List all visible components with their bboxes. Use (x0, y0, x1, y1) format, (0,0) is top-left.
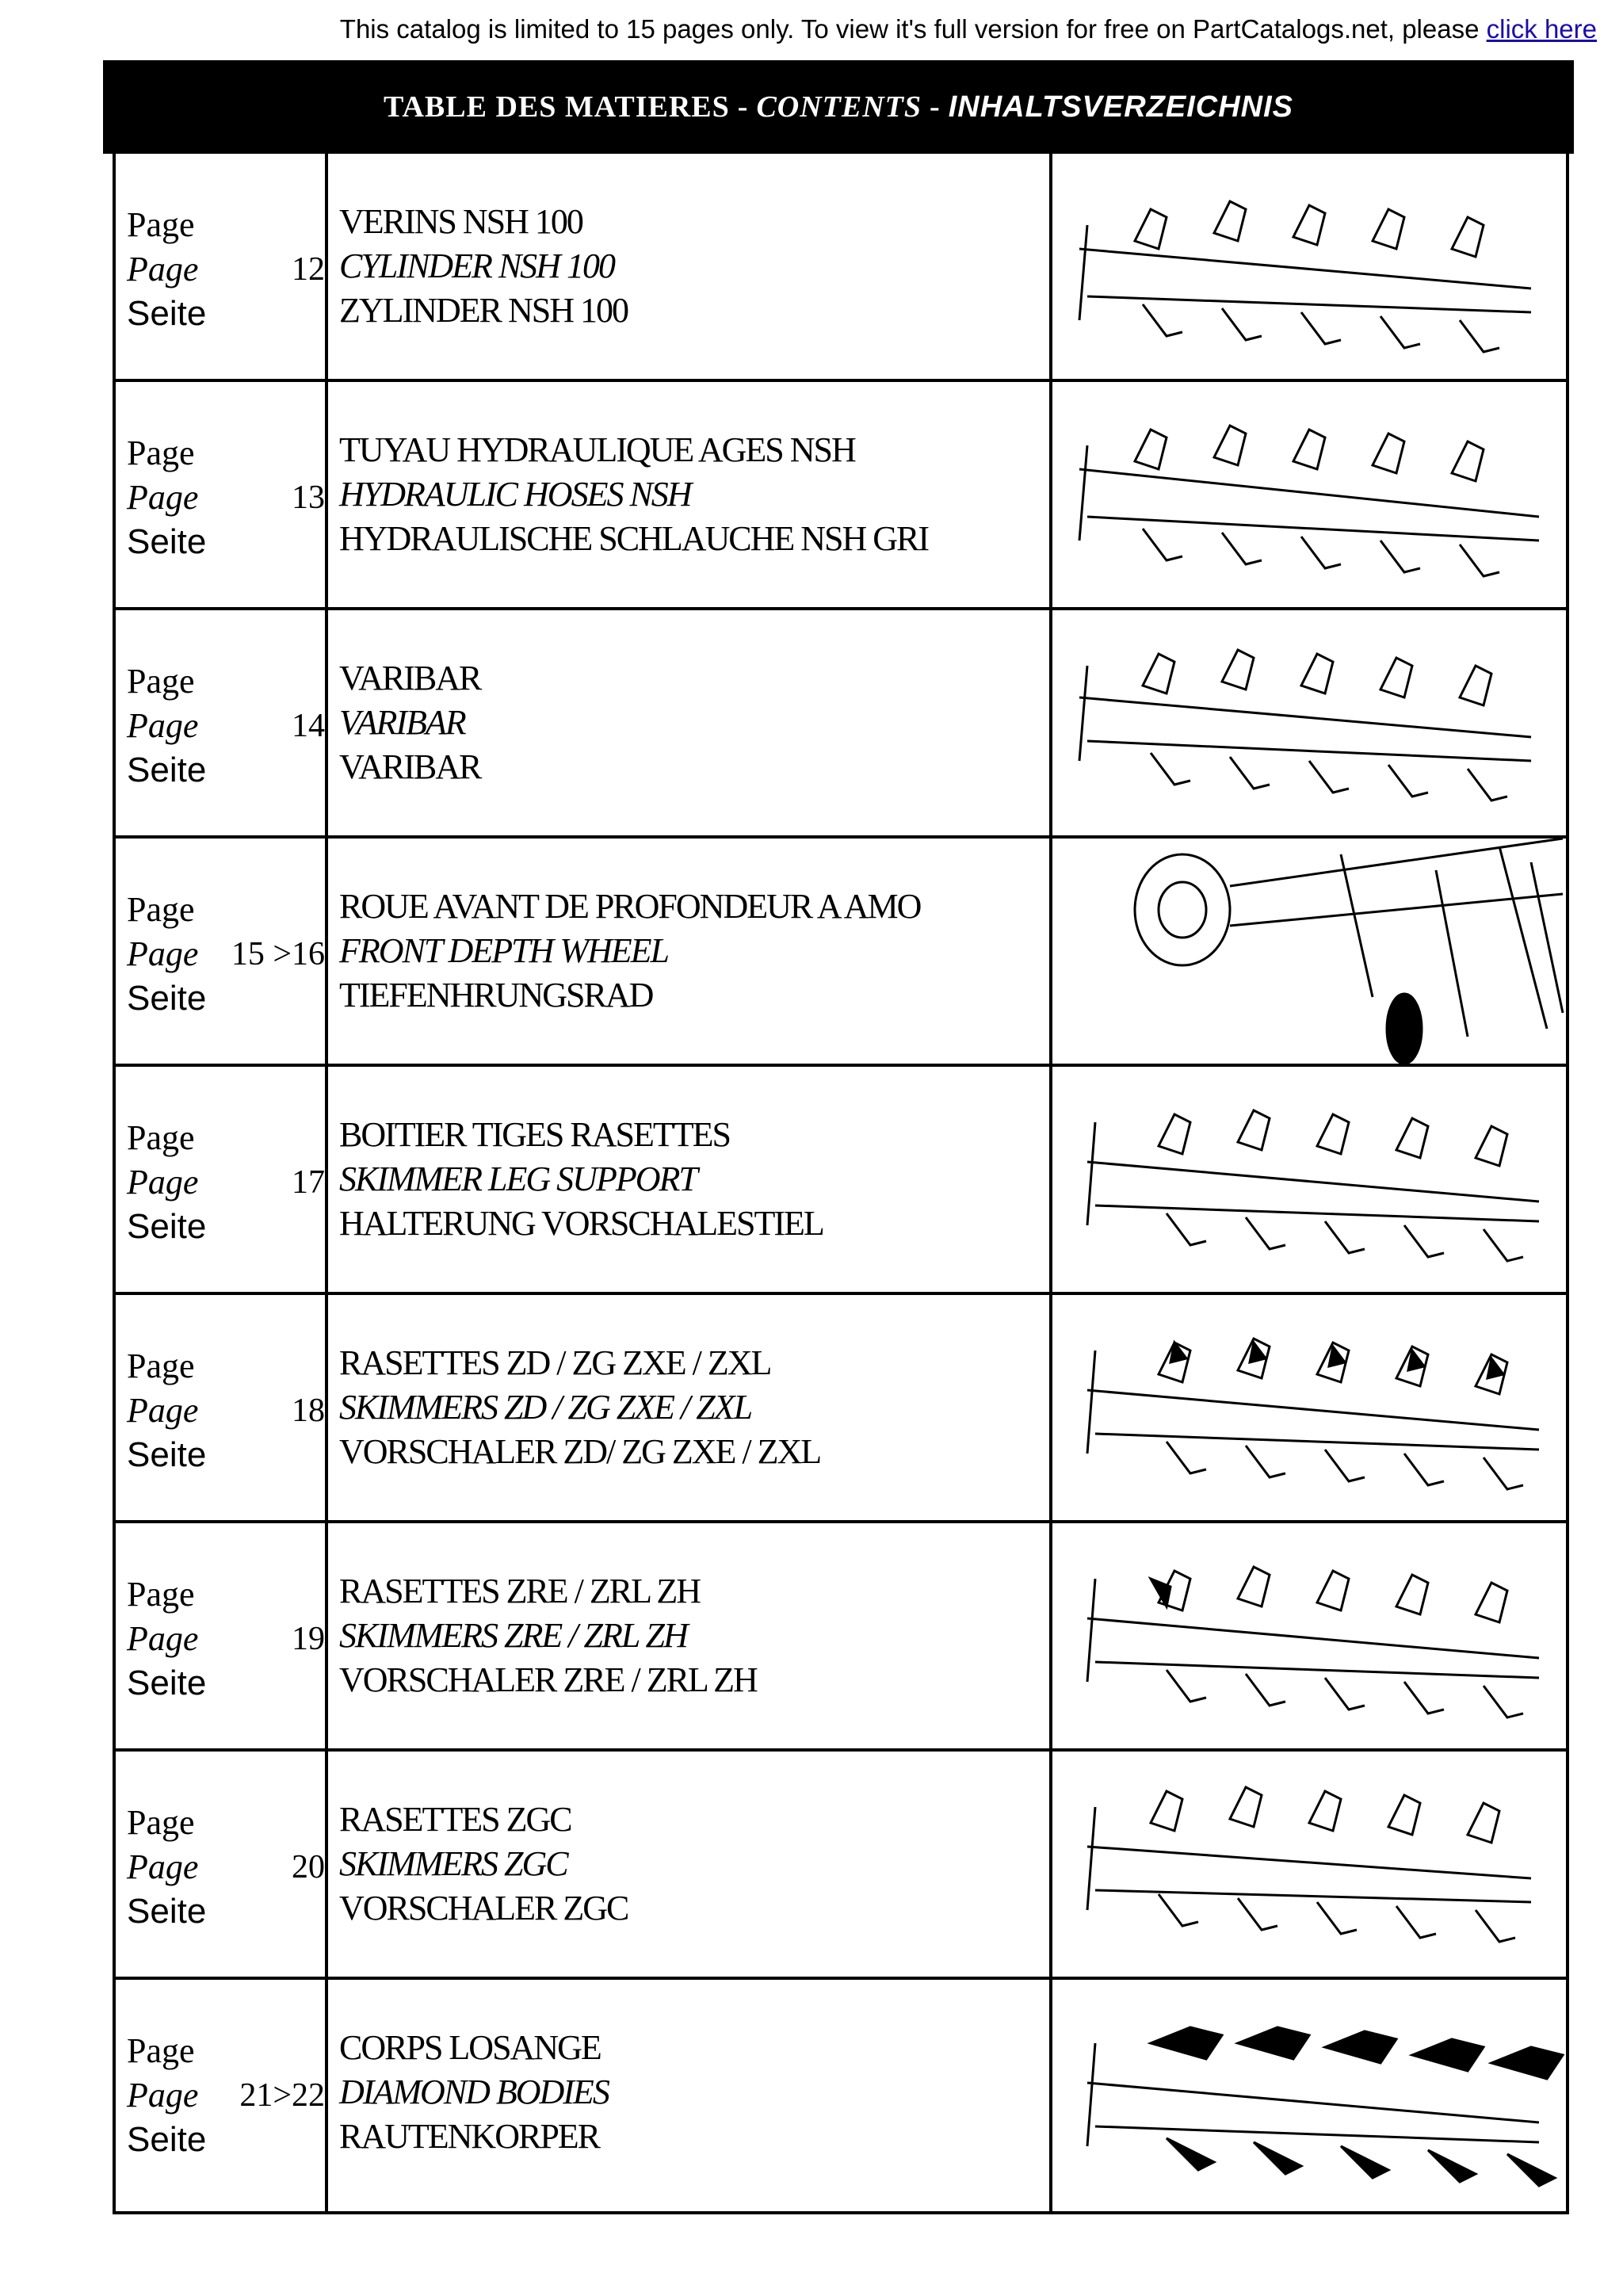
section-title-fr: ROUE AVANT DE PROFONDEUR A AMO (339, 887, 921, 926)
page-reference (127, 1344, 325, 1477)
column-divider (325, 154, 328, 379)
catalog-limit-banner (0, 14, 1597, 44)
section-title-de: HALTERUNG VORSCHALESTIEL (339, 1204, 823, 1243)
contents-header (103, 60, 1574, 154)
header-title-de: INHALTSVERZEICHNIS (948, 90, 1294, 124)
page-label-de: Seite (127, 1892, 207, 1931)
section-title-fr: TUYAU HYDRAULIQUE AGES NSH (339, 430, 855, 469)
column-divider (325, 610, 328, 835)
section-title-en: DIAMOND BODIES (339, 2073, 609, 2111)
header-separator: - (737, 90, 749, 124)
page-label-de: Seite (127, 294, 207, 333)
page-reference (127, 431, 325, 564)
section-title-fr: VARIBAR (339, 659, 481, 697)
page-label-en: Page (127, 1619, 199, 1658)
section-title-fr: BOITIER TIGES RASETTES (339, 1115, 730, 1154)
section-description (339, 2026, 1037, 2159)
page-number: 19 (292, 1621, 325, 1657)
plough-illustration-icon (1056, 610, 1566, 835)
page-label-de: Seite (127, 979, 207, 1018)
page-reference (127, 1801, 325, 1934)
page-label-de: Seite (127, 1664, 207, 1702)
column-divider (1049, 1067, 1052, 1292)
page-label-en: Page (127, 706, 199, 745)
plough-illustration-icon (1056, 382, 1566, 607)
section-title-en: SKIMMER LEG SUPPORT (339, 1159, 697, 1198)
page-reference (127, 1572, 325, 1706)
toc-row[interactable] (116, 1295, 1566, 1523)
column-divider (325, 1067, 328, 1292)
page-number: 13 (292, 479, 325, 516)
section-title-de: VARIBAR (339, 747, 481, 786)
header-title-en: CONTENTS (756, 90, 922, 124)
section-description (339, 1569, 1037, 1702)
section-title-de: VORSCHALER ZD/ ZG ZXE / ZXL (339, 1432, 821, 1471)
page-label-fr: Page (127, 2031, 195, 2070)
column-divider (325, 1980, 328, 2211)
page-number: 17 (292, 1164, 325, 1201)
section-title-en: SKIMMERS ZRE / ZRL ZH (339, 1616, 687, 1655)
toc-row[interactable] (116, 1067, 1566, 1295)
section-title-de: ZYLINDER NSH 100 (339, 291, 628, 330)
page-label-de: Seite (127, 1435, 207, 1474)
page-reference (127, 1116, 325, 1249)
section-title-de: VORSCHALER ZGC (339, 1889, 628, 1927)
toc-row[interactable] (116, 154, 1566, 382)
section-title-de: VORSCHALER ZRE / ZRL ZH (339, 1660, 757, 1699)
section-title-en: FRONT DEPTH WHEEL (339, 931, 668, 970)
page-label-fr: Page (127, 1575, 195, 1614)
section-title-de: RAUTENKORPER (339, 2117, 600, 2156)
section-title-fr: RASETTES ZD / ZG ZXE / ZXL (339, 1343, 771, 1382)
toc-row[interactable] (116, 1980, 1566, 2211)
column-divider (1049, 610, 1052, 835)
column-divider (1049, 839, 1052, 1064)
column-divider (1049, 1980, 1052, 2211)
plough-illustration-icon (1056, 154, 1566, 379)
column-divider (325, 1523, 328, 1748)
section-title-en: VARIBAR (339, 703, 465, 742)
section-description (339, 1341, 1037, 1474)
section-title-fr: RASETTES ZGC (339, 1800, 571, 1839)
plough-illustration-icon (1056, 1980, 1566, 2205)
page-label-en: Page (127, 2076, 199, 2115)
column-divider (1049, 1752, 1052, 1977)
page-label-de: Seite (127, 1207, 207, 1246)
section-description (339, 656, 1037, 789)
depth-wheel-illustration-icon (1056, 839, 1566, 1064)
section-title-de: HYDRAULISCHE SCHLAUCHE NSH GRI (339, 519, 929, 558)
page-label-en: Page (127, 1163, 199, 1201)
page-label-fr: Page (127, 890, 195, 929)
page-number: 15 >16 (231, 936, 325, 972)
section-description (339, 200, 1037, 333)
page-label-fr: Page (127, 434, 195, 472)
column-divider (325, 839, 328, 1064)
column-divider (325, 1295, 328, 1520)
page-label-de: Seite (127, 2120, 207, 2159)
section-title-fr: RASETTES ZRE / ZRL ZH (339, 1572, 701, 1610)
page-number: 12 (292, 251, 325, 288)
toc-row[interactable] (116, 1523, 1566, 1752)
column-divider (1049, 382, 1052, 607)
page-label-en: Page (127, 1391, 199, 1430)
page-number: 21>22 (239, 2077, 325, 2114)
header-title-fr: TABLE DES MATIERES (383, 90, 730, 124)
page-reference (127, 888, 325, 1021)
section-title-en: SKIMMERS ZD / ZG ZXE / ZXL (339, 1388, 752, 1427)
toc-row[interactable] (116, 1752, 1566, 1980)
page-label-fr: Page (127, 205, 195, 244)
toc-row[interactable] (116, 610, 1566, 839)
page-reference (127, 2029, 325, 2162)
page-label-fr: Page (127, 662, 195, 701)
section-title-en: SKIMMERS ZGC (339, 1844, 567, 1883)
column-divider (325, 1752, 328, 1977)
section-description (339, 428, 1037, 561)
section-title-de: TIEFENHRUNGSRAD (339, 976, 653, 1014)
toc-row[interactable] (116, 382, 1566, 610)
section-description (339, 1113, 1037, 1246)
plough-illustration-icon (1056, 1523, 1566, 1748)
toc-row[interactable] (116, 839, 1566, 1067)
page-number: 14 (292, 708, 325, 744)
contents-table (113, 154, 1569, 2214)
page-label-fr: Page (127, 1347, 195, 1385)
column-divider (1049, 1523, 1052, 1748)
header-separator: - (930, 90, 941, 124)
click-here-link[interactable]: click here (1486, 14, 1597, 44)
page-label-en: Page (127, 250, 199, 288)
plough-illustration-icon (1056, 1295, 1566, 1520)
column-divider (1049, 154, 1052, 379)
page-label-de: Seite (127, 522, 207, 561)
section-title-en: CYLINDER NSH 100 (339, 246, 614, 285)
column-divider (1049, 1295, 1052, 1520)
page-label-fr: Page (127, 1118, 195, 1157)
page-reference (127, 203, 325, 336)
plough-illustration-icon (1056, 1067, 1566, 1292)
plough-illustration-icon (1056, 1752, 1566, 1977)
page-reference (127, 659, 325, 793)
section-description (339, 1797, 1037, 1931)
section-description (339, 884, 1037, 1018)
page-label-en: Page (127, 478, 199, 517)
page-label-de: Seite (127, 751, 207, 789)
section-title-en: HYDRAULIC HOSES NSH (339, 475, 691, 514)
banner-text: This catalog is limited to 15 pages only. To view it's full version for free on PartCatalogs.net, please (339, 14, 1487, 44)
section-title-fr: CORPS LOSANGE (339, 2028, 601, 2067)
page-label-fr: Page (127, 1803, 195, 1842)
page-label-en: Page (127, 934, 199, 973)
page-label-en: Page (127, 1847, 199, 1886)
page-number: 18 (292, 1392, 325, 1429)
section-title-fr: VERINS NSH 100 (339, 202, 582, 241)
page-number: 20 (292, 1849, 325, 1885)
column-divider (325, 382, 328, 607)
